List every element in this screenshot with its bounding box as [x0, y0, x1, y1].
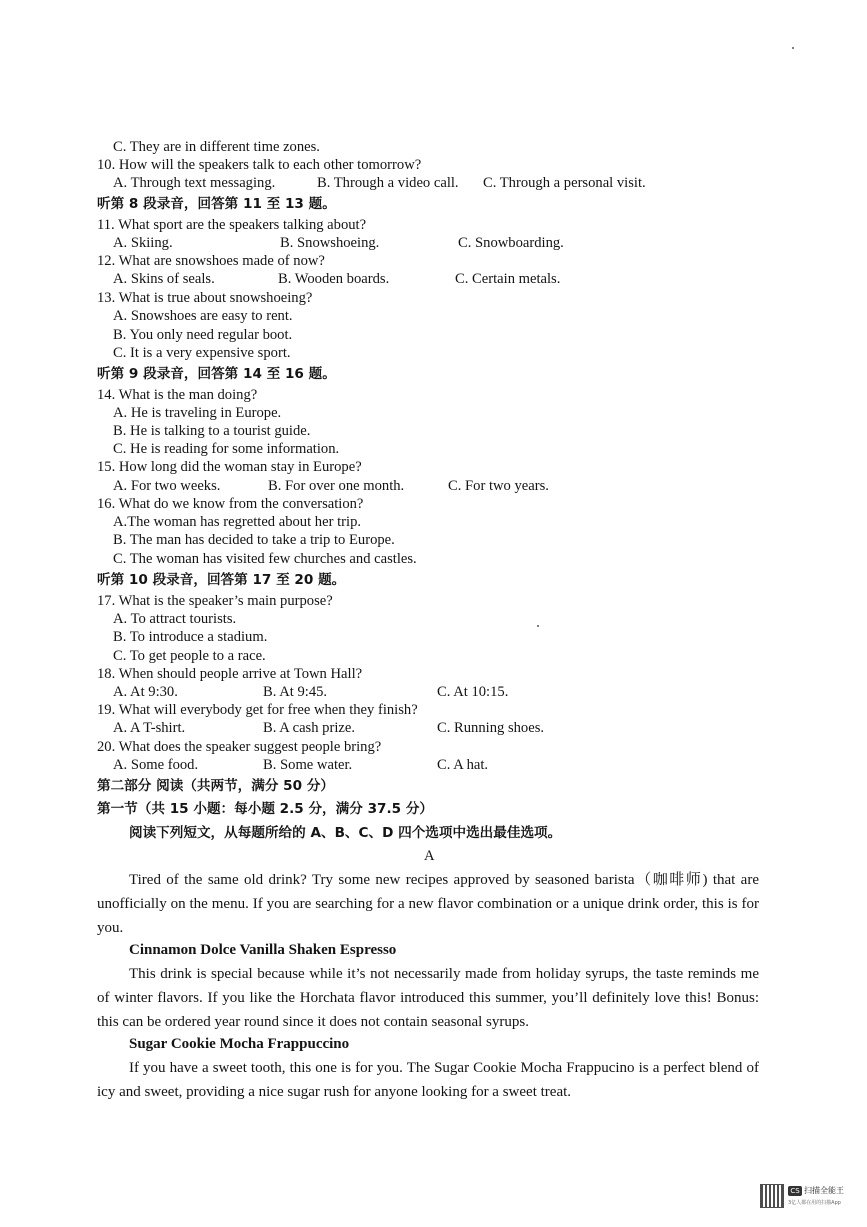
- section-10-heading: 听第 10 段录音，回答第 17 至 20 题。: [97, 572, 346, 588]
- q10-option-b: B. Through a video call.: [317, 175, 459, 191]
- q17-stem: 17. What is the speaker’s main purpose?: [97, 593, 333, 609]
- q11-option-c: C. Snowboarding.: [458, 235, 564, 251]
- q12-option-b: B. Wooden boards.: [278, 271, 390, 287]
- q20-option-b: B. Some water.: [263, 757, 353, 773]
- reading-instructions: 阅读下列短文，从每题所给的 A、B、C、D 四个选项中选出最佳选项。: [129, 825, 562, 841]
- q10-option-c: C. Through a personal visit.: [483, 175, 646, 191]
- q15-option-b: B. For over one month.: [268, 478, 405, 494]
- passage-intro: Tired of the same old drink? Try some new recipes approved by seasoned barista（咖啡师) that are unofficially on the menu. If you are searching for a new flavor combination or a unique drink order, this is for you.: [97, 872, 759, 936]
- q14-option-b: B. He is talking to a tourist guide.: [113, 423, 311, 439]
- camscanner-tagline: 3亿人都在用的扫描App: [788, 1200, 841, 1206]
- q19-stem: 19. What will everybody get for free when they finish?: [97, 702, 418, 718]
- speck: [537, 625, 539, 627]
- drink-heading-1: Cinnamon Dolce Vanilla Shaken Espresso: [129, 942, 397, 958]
- q12-option-c: C. Certain metals.: [455, 271, 561, 287]
- q10-option-a: A. Through text messaging.: [113, 175, 276, 191]
- q14-option-a: A. He is traveling in Europe.: [113, 405, 282, 421]
- q14-option-c: C. He is reading for some information.: [113, 441, 340, 457]
- q20-option-a: A. Some food.: [113, 757, 199, 773]
- drink-heading-2: Sugar Cookie Mocha Frappuccino: [129, 1036, 350, 1052]
- q15-stem: 15. How long did the woman stay in Europe?: [97, 459, 362, 475]
- q19-option-b: B. A cash prize.: [263, 720, 356, 736]
- camscanner-name: 扫描全能王: [804, 1186, 844, 1195]
- q19-option-a: A. A T-shirt.: [113, 720, 186, 736]
- q11-option-a: A. Skiing.: [113, 235, 173, 251]
- q16-option-c: C. The woman has visited few churches and castles.: [113, 551, 417, 567]
- q14-stem: 14. What is the man doing?: [97, 387, 258, 403]
- q20-option-c: C. A hat.: [437, 757, 489, 773]
- q12-option-a: A. Skins of seals.: [113, 271, 215, 287]
- q9-option-c: C. They are in different time zones.: [113, 139, 320, 155]
- q16-stem: 16. What do we know from the conversation?: [97, 496, 364, 512]
- q10-stem: 10. How will the speakers talk to each other tomorrow?: [97, 157, 422, 173]
- section-one-heading: 第一节（共 15 小题：每小题 2.5 分，满分 37.5 分）: [97, 801, 434, 817]
- drink-paragraph-2: If you have a sweet tooth, this one is for you. The Sugar Cookie Mocha Frappucino is a perfect blend of icy and sweet, providing a nice sugar rush for anyone looking for a sweet treat.: [97, 1060, 759, 1100]
- q13-option-c: C. It is a very expensive sport.: [113, 345, 291, 361]
- qr-code-icon: [760, 1184, 784, 1208]
- q18-option-a: A. At 9:30.: [113, 684, 178, 700]
- q19-option-c: C. Running shoes.: [437, 720, 545, 736]
- q13-option-a: A. Snowshoes are easy to rent.: [113, 308, 293, 324]
- section-9-heading: 听第 9 段录音，回答第 14 至 16 题。: [97, 366, 336, 382]
- q15-option-a: A. For two weeks.: [113, 478, 221, 494]
- q18-option-c: C. At 10:15.: [437, 684, 509, 700]
- q20-stem: 20. What does the speaker suggest people bring?: [97, 739, 382, 755]
- q11-option-b: B. Snowshoeing.: [280, 235, 380, 251]
- q16-option-a: A.The woman has regretted about her trip.: [113, 514, 362, 530]
- drink-paragraph-1: This drink is special because while it’s not necessarily made from holiday syrups, the taste reminds me of winter flavors. If you like the Horchata flavor introduced this summer, you’ll definitely love this! Bonus: this can be ordered year round since it does not contain seasonal syrups.: [97, 966, 759, 1030]
- q18-stem: 18. When should people arrive at Town Hall?: [97, 666, 363, 682]
- q13-option-b: B. You only need regular boot.: [113, 327, 293, 343]
- q17-option-c: C. To get people to a race.: [113, 648, 266, 664]
- section-8-heading: 听第 8 段录音，回答第 11 至 13 题。: [97, 196, 336, 212]
- q18-option-b: B. At 9:45.: [263, 684, 328, 700]
- speck: [792, 47, 794, 49]
- part-two-heading: 第二部分 阅读（共两节，满分 50 分）: [97, 778, 335, 794]
- q17-option-a: A. To attract tourists.: [113, 611, 237, 627]
- q16-option-b: B. The man has decided to take a trip to Europe.: [113, 532, 395, 548]
- q13-stem: 13. What is true about snowshoeing?: [97, 290, 313, 306]
- passage-letter: A: [424, 848, 435, 864]
- q15-option-c: C. For two years.: [448, 478, 549, 494]
- camscanner-logo: CS: [788, 1186, 802, 1196]
- q17-option-b: B. To introduce a stadium.: [113, 629, 268, 645]
- q11-stem: 11. What sport are the speakers talking about?: [97, 217, 367, 233]
- q12-stem: 12. What are snowshoes made of now?: [97, 253, 325, 269]
